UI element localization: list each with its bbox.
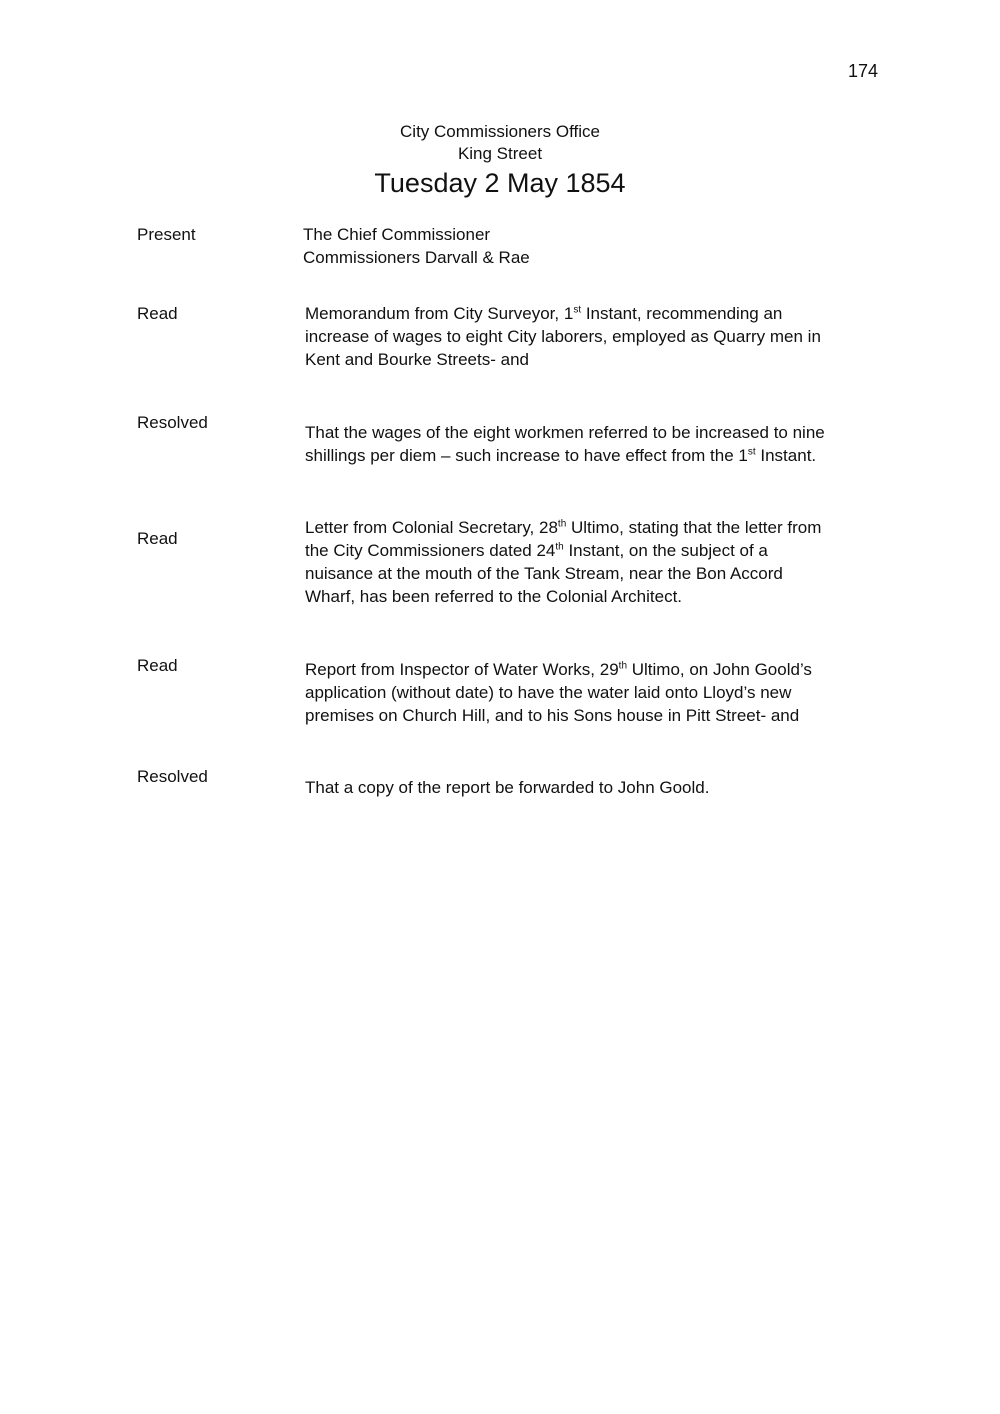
entry-line [305, 658, 880, 681]
entry-label: Resolved [137, 767, 208, 786]
entry-line: premises on Church Hill, and to his Sons house in Pitt Street- and [305, 706, 800, 725]
text-fragment: the City Commissioners dated 24 [305, 541, 556, 560]
entry-line [305, 444, 880, 467]
entry-text [303, 223, 878, 269]
entry-text [305, 302, 880, 371]
entry-line: That the wages of the eight workmen referred to be increased to nine [305, 423, 825, 442]
office-name: City Commissioners Office [400, 122, 600, 141]
ordinal-suffix: th [557, 518, 567, 530]
entry-text [305, 421, 880, 467]
office-street: King Street [457, 144, 543, 163]
entry-label: Resolved [137, 413, 208, 432]
entry-text [305, 516, 880, 608]
page-number: 174 [847, 61, 878, 81]
text-fragment: Letter from Colonial Secretary, 28 [305, 518, 558, 537]
text-fragment: Instant, on the subject of a [563, 541, 768, 560]
text-fragment: Ultimo, stating that the letter from [566, 518, 822, 537]
entry-line [305, 516, 880, 539]
entry-line [305, 302, 880, 325]
entry-label: Read [137, 304, 178, 323]
entry-line: nuisance at the mouth of the Tank Stream, near the Bon Accord [305, 564, 783, 583]
ordinal-suffix: th [555, 541, 564, 553]
entry-label: Read [137, 656, 178, 675]
text-fragment: Memorandum from City Surveyor, 1 [305, 304, 574, 323]
ordinal-suffix: th [618, 660, 628, 672]
meeting-date: Tuesday 2 May 1854 [374, 168, 626, 198]
entry-line: That a copy of the report be forwarded to John Goold. [305, 778, 710, 797]
entry-line: application (without date) to have the water laid onto Lloyd’s new [305, 683, 792, 702]
text-fragment: Instant, recommending an [581, 304, 783, 323]
text-fragment: shillings per diem – such increase to have effect from the 1 [305, 446, 748, 465]
entry-label: Read [137, 529, 178, 548]
entry-line: The Chief Commissioner [303, 225, 491, 244]
entry-line: increase of wages to eight City laborers, employed as Quarry men in [305, 327, 821, 346]
entry-line: Wharf, has been referred to the Colonial Architect. [305, 587, 683, 606]
entry-line [305, 539, 880, 562]
entry-text [305, 776, 880, 799]
minutes-header [0, 121, 1000, 199]
entry-line: Kent and Bourke Streets- and [305, 350, 529, 369]
text-fragment: Report from Inspector of Water Works, 29 [305, 660, 619, 679]
text-fragment: Ultimo, on John Goold’s [627, 660, 812, 679]
entry-line: Commissioners Darvall & Rae [303, 248, 530, 267]
entry-text [305, 658, 880, 727]
entry-label: Present [137, 225, 196, 244]
ordinal-suffix: st [573, 304, 582, 316]
ordinal-suffix: st [747, 446, 756, 458]
text-fragment: Instant. [755, 446, 817, 465]
